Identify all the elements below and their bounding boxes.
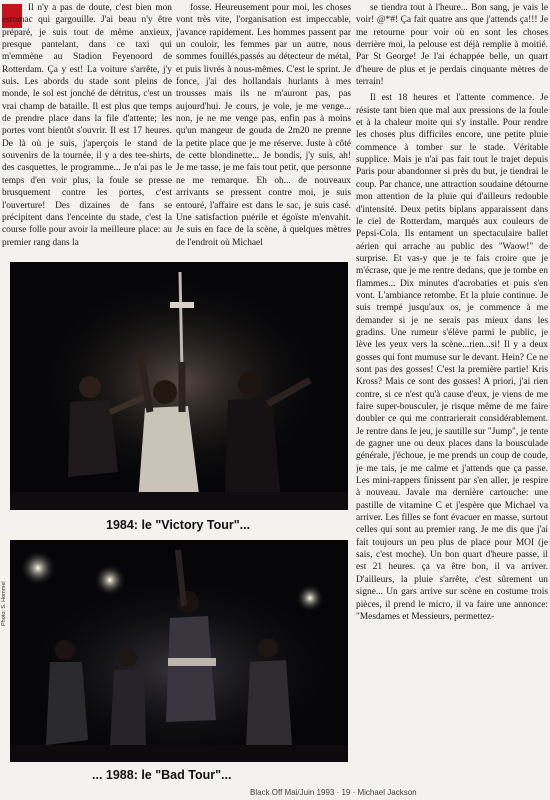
text-column-3 (356, 2, 548, 786)
text-column-2 (176, 2, 351, 260)
concert-photo-victory-tour (10, 262, 348, 510)
stage-scene-illustration (10, 540, 348, 762)
photo-caption: 1984: le "Victory Tour"... (106, 518, 251, 532)
paragraph: fosse. Heureusement pour moi, les choses vont très vite, l'organisation est impeccable, j'avance rapidement. Les hommes passent par un couloir, les femmes par un autre, nous sommes fouillés,passés au détecteur de métal, et puis livrés à nous-mêmes. C'est le sprint. Je fonce, j'ai des hollandais hurlants à mes trousses mais ils ne m'auront pas, pas aujourd'hui. Je cours, je vole, je me venge... non, je ne me venge pas, enfin pas à moins qu'un mangeur de gouda de 2m20 ne prenne la petite place que je me réserve. Juste à côté de cette blondinette... Je bondis, j'y suis, ah! Je me tasse, je me fais tout petit, que personne ne me remarque. Eh oh... de nouveaux arrivants se pressent contre moi, je suis entouré, l'affaire est dans le sac, je suis casé. Une satisfaction puérile et égoïste m'envahit. Je suis en face de la scène, à quelques mètres de l'endroit où Michael (176, 3, 351, 248)
text-column-1 (2, 2, 172, 260)
page-footer: Black Off Mai/Juin 1993 · 19 · Michael Jackson (250, 788, 417, 797)
paragraph: se tiendra tout à l'heure... Bon sang, je vais le voir! @*#! Ça fait quatre ans que j'attends ça!!! Je me retourne pour voir où en sont les choses derrière moi, la pelouse est déjà remplie à moitié. Par St George! Je l'ai échappée belle, un quart d'heure de plus et je perdais cinquante mètres de terrain! (356, 3, 548, 88)
photo-caption: ... 1988: le "Bad Tour"... (92, 768, 232, 782)
paragraph: Il n'y a pas de doute, c'est bien mon estomac qui gargouille. J'ai beau n'y être préparé, je suis tout de même anxieux, presque pantelant, dans ce taxi qui m'emmène au Stadion Feyenoord de Rotterdam. Ça y est! La voiture s'arrête, j'y suis. Les abords du stade sont pleins de monde, le sol est jonché de détritus, c'est un vrai champ de bataille. Il est plus que temps de prendre place dans la file d'attente; les portes vont bientôt s'ouvrir. Il est 17 heures. De là où je suis, j'aperçois le stand de souvenirs de la tournée, il y a des tee-shirts, des casquettes, le programme... Je n'ai pas le temps d'en voir plus, la foule se presse brusquement contre les portes, c'est l'ouverture! Des dizaines de fans se précipitent dans l'enceinte du stade, c'est la course folle pour avoir la meilleure place: au premier rang dans la (2, 3, 172, 248)
paragraph: Il est 18 heures et l'attente commence. Je résiste tant bien que mal aux pressions de la foule et à la chaleur moite qui s'y installe. Pour rendre les choses plus difficiles encore, une petite pluie commence à tomber sur le stade. Véritable supplice. Mais je n'ai pas fait tout le trajet depuis Paris pour abandonner si près du but, je tiendrai le coup. Par chance, une attraction soudaine détourne mon attention de la pluie qui d'ailleurs redouble d'intensité. Deux petits biplans apparaissent dans le ciel de Rotterdam, marqués aux couleurs de Pepsi-Cola. Ils entament un spectaculaire ballet aérien qui arrache au public des "Waow!" de surprise. Et vas-y que je te fais croire que je m'écrase, que je me rentre dedans, que je tombe en flammes... Dix minutes d'acrobaties et puis s'en vont. L'ambiance retombe. Et la pluie continue. Je suis trempé jusqu'aux os, je commence à me demander si je ne serais pas mieux dans les gradins. Une rumeur s'élève parmi le public, je lève les yeux vers la scène...rien...si! Il y a deux gosses qui font mumuse sur le devant. Hein? Ce ne sont pas des gosses! C'est la première partie! Kris Kross? Mais ce sont des gosses! A priori, j'ai rien contre, si ce n'est qu'à cause d'eux, je viens de me faire super-bousculer, je risque même de me faire doubler ce qui me contrarierait considérablement. Je rentre dans le jeu, je sautille sur "Jump", je tente de gagner une ou deux places dans la bousculade générale, j'échoue, je me prends un coup de coude, je me tais, je me calme et j'attends que ça passe. Les mini-rappers finissent par s'en aller, je respire à nouveau. Javale ma dernière cartouche: une pastille de vitamine C et j'espère que Michael va arriver. Les filles se font évacuer en masse, surtout celles qui sont au premier rang. Je me dis que j'ai fait toujours un peu plus de place pour MOI (je sais, c'est moche). Un bon quart d'heure passe, il est 21 heures. ça va être bon, il va arriver. D'ailleurs, la pluie s'arrête, c'est sûrement un signe... Un gars arrive sur scène en costume trois pièces, il prend le micro, il va faire une annonce: "Mesdames et Messieurs, permettez- (356, 93, 548, 622)
photo-credit: Photo: S. Hommel (1, 581, 7, 626)
concert-photo-bad-tour (10, 540, 348, 762)
stage-scene-illustration (10, 262, 348, 510)
